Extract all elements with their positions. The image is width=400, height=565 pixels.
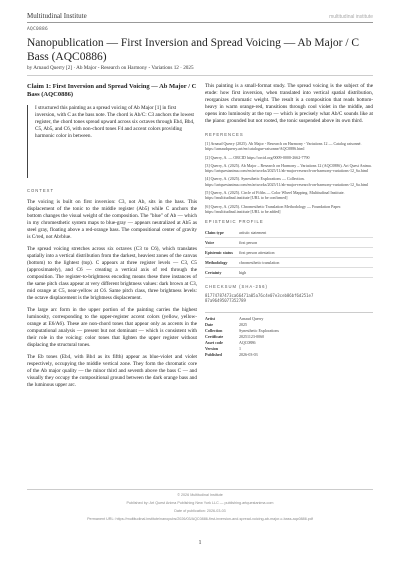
row-key: Methodology [205,258,239,268]
checksum-label: CHECKSUM (SHA-256) [205,284,268,290]
body-paragraph-1: The voicing is built on first inversion: C3, not Ab, sits in the bass. This displacement of the tonic to the middle register (Ab5) while C anchors the bottom changes the visual weight of the composition. The "blue" of Ab — which in my chromesthetic system maps to blue-gray — appears neutralized at Ab5 as steel gray, floating above a red-orange bass. The compositional center of gravity is C/red, not Ab/blue. [27,199,197,240]
row-key: Artist [205,315,215,321]
page-number: 1 [198,540,202,546]
epistemic-profile-label: EPISTEMIC PROFILE [205,219,264,225]
right-paragraph: This painting is a small-format study. The spread voicing is the subject of the etude: how first inversion, when translated into vertical spatial distribution, reorganizes chromatic weight. The result is a composition that reads bottom-heavy in warm orange-red, transitions through cool violet in the middle, and opens into luminosity at the top — which is precisely what Ab/C sounds like at the piano: grounded but not rooted, the tonic suspended above its own third. [205,83,373,124]
row-value: 1 [239,345,241,351]
body-paragraph-3: The large arc form in the upper portion of the painting carries the highest luminosity, corresponding to the upper-register accent colors (yellow, yellow-orange at E6/A6). These are non-chord tones that appear only as accents in the computational analysis — present but not dominant — which is consistent with their role in the voicing: color tones that lighten the upper register without displacing the structural tones. [27,307,197,348]
row-value: artistic statement [239,228,373,238]
body-paragraph-2: The spread voicing stretches across six octaves (C3 to C6), which translates spatially into a vertical distribution from the darkest, heaviest zones of the canvas (bottom) to the lightest (top). C appears at three register levels — C3, C5 (approximately), and C6 — creating a vertical axis of red through the composition. The register-to-brightness encoding means these three instances of the same pitch class appear at very different brightness values: dark brown at C3, mid orange at C5, near-yellow at C6. Same pitch class, three brightness levels: the octave displacement is the brightness displacement. [27,246,197,301]
row-value: 2026-03-03 [239,351,258,357]
references-label: REFERENCES [205,132,244,137]
reference-item[interactable]: [3] Querry, A. (2025). Ab Major – Research on Harmony – Variations 12 (AQC0886). Art Quest Anima. https://artquestanima.com/en/artworks/2025/11/ab-major-research-on-harmony-variations-12_6a.html [205,162,372,174]
row-key: Published [205,351,222,357]
abstract-box [27,105,197,178]
row-key: Epistemic status [205,248,239,258]
row-key: Voice [205,238,239,248]
running-header [27,12,373,20]
row-value: Synesthetic Explorations [239,327,279,333]
footer-date: Date of publication: 2026-03-03 [174,509,226,513]
details-list [205,312,373,358]
paper-title: Nanopublication — First Inversion and Spread Voicing — Ab Major / C Bass (AQC0886) [27,37,360,63]
row-key: Claim type [205,228,239,238]
row-key: Certificate [205,333,224,339]
institute-name: Multitudinal Institute [27,12,87,20]
table-row [205,238,373,248]
body-paragraph-4: The Eb tones (Eb4, with Bb4 as its fifth) appear as blue-violet and violet respectively, occupying the middle vertical zone. They form the chromatic core of the Ab major quality — the minor third and seventh above the bass C — and visually they occupy the compositional ground between the dark orange bass and the luminous upper arc. [27,354,197,388]
footer-publisher[interactable]: Published by: Art Quest Anima Publishing New York LLC — publishing.artquestanima.com [126,501,274,505]
row-key: Collection [205,327,223,333]
footer-url[interactable]: Permanent URL: https://multitudinal.institute/nanopubs/2026/03/AQC0886-first-inversion-and-spread-voicing-ab-major-c-bass-aqc0886.pdf [87,517,313,521]
row-value: first person [239,238,373,248]
left-column [27,83,197,389]
reference-item[interactable]: [6] Querry, A. (2025). Chromesthetic Translation Methodology — Foundation Paper. https://multitudinal.institute [URL to be added] [205,203,342,214]
reference-item[interactable]: [5] Querry, A. (2025). Circle of Fifths — Color Wheel Mapping. Multitudinal Institute. https://multitudinal.institute [URL to be confirmed] [205,190,345,201]
row-value: Arnaud Querry [239,315,264,321]
row-value: 2025 [239,321,247,327]
footer-rule [27,489,373,490]
table-row [205,268,373,278]
reference-item[interactable]: [2] Querry, A. — ORCID https://orcid.org/0009-0000-2662-7790 [205,154,310,160]
table-row [205,258,373,268]
row-value: chromesthetic translation [239,258,373,268]
row-key: Certainty [205,268,239,278]
reference-item[interactable]: [4] Querry, A. (2025). Synesthetic Explorations — Collection. https://artquestanima.com/en/artworks/2025/11/ab-major-research-on-harmony-variations-12_6a.html [205,176,369,187]
row-key: Asset code [205,339,223,345]
row-value: AQC0886 [239,339,256,345]
reference-item[interactable]: [1] Arnaud Querry (2025). Ab Major - Research on Harmony - Variations 12 — Catalog raisonné. https://arnaudquerry.art/en/catalogue-raisonne/AQC0886.html [205,141,362,152]
abstract-text: I structured this painting as a spread voicing of Ab Major [1] in first inversion, with C as the bass note. The chord is Ab/C: C3 anchors the lowest register, the chord tones spread upward across six octaves through Eb4, Bb4, C5, Ab5, and C6, with non-chord tones F4 and accent colors providing harmonic color in between. [35,105,195,139]
claim-heading: Claim 1: First Inversion and Spread Voicing — Ab Major / C Bass (AQC0886) [27,83,197,98]
right-column [205,83,373,358]
row-key: Version [205,345,218,351]
footer-copyright: © 2026 Multitudinal Institute [177,493,223,497]
byline-rule [27,75,373,76]
row-value: first person attestation [239,248,373,258]
reference-list [205,141,373,214]
list-item [205,352,373,358]
epistemic-profile-table [205,228,373,278]
document-id: AQC0886 [27,27,49,32]
byline: by Arnaud Querry [2] · Ab Major - Research on Harmony - Variations 12 · 2025 [27,65,194,71]
checksum-value: 81774787473ca66471a05a76c4e07e3ceb86bf6d251e787a96495077352789 [205,293,314,304]
header-rule [27,22,373,23]
row-key: Date [205,321,213,327]
context-label: CONTEXT [27,188,55,193]
row-value: 20251123-0060 [239,333,265,339]
table-row [205,228,373,238]
row-value: high [239,268,373,278]
institute-name-right: multitudinal institute [329,14,373,20]
table-row [205,248,373,258]
